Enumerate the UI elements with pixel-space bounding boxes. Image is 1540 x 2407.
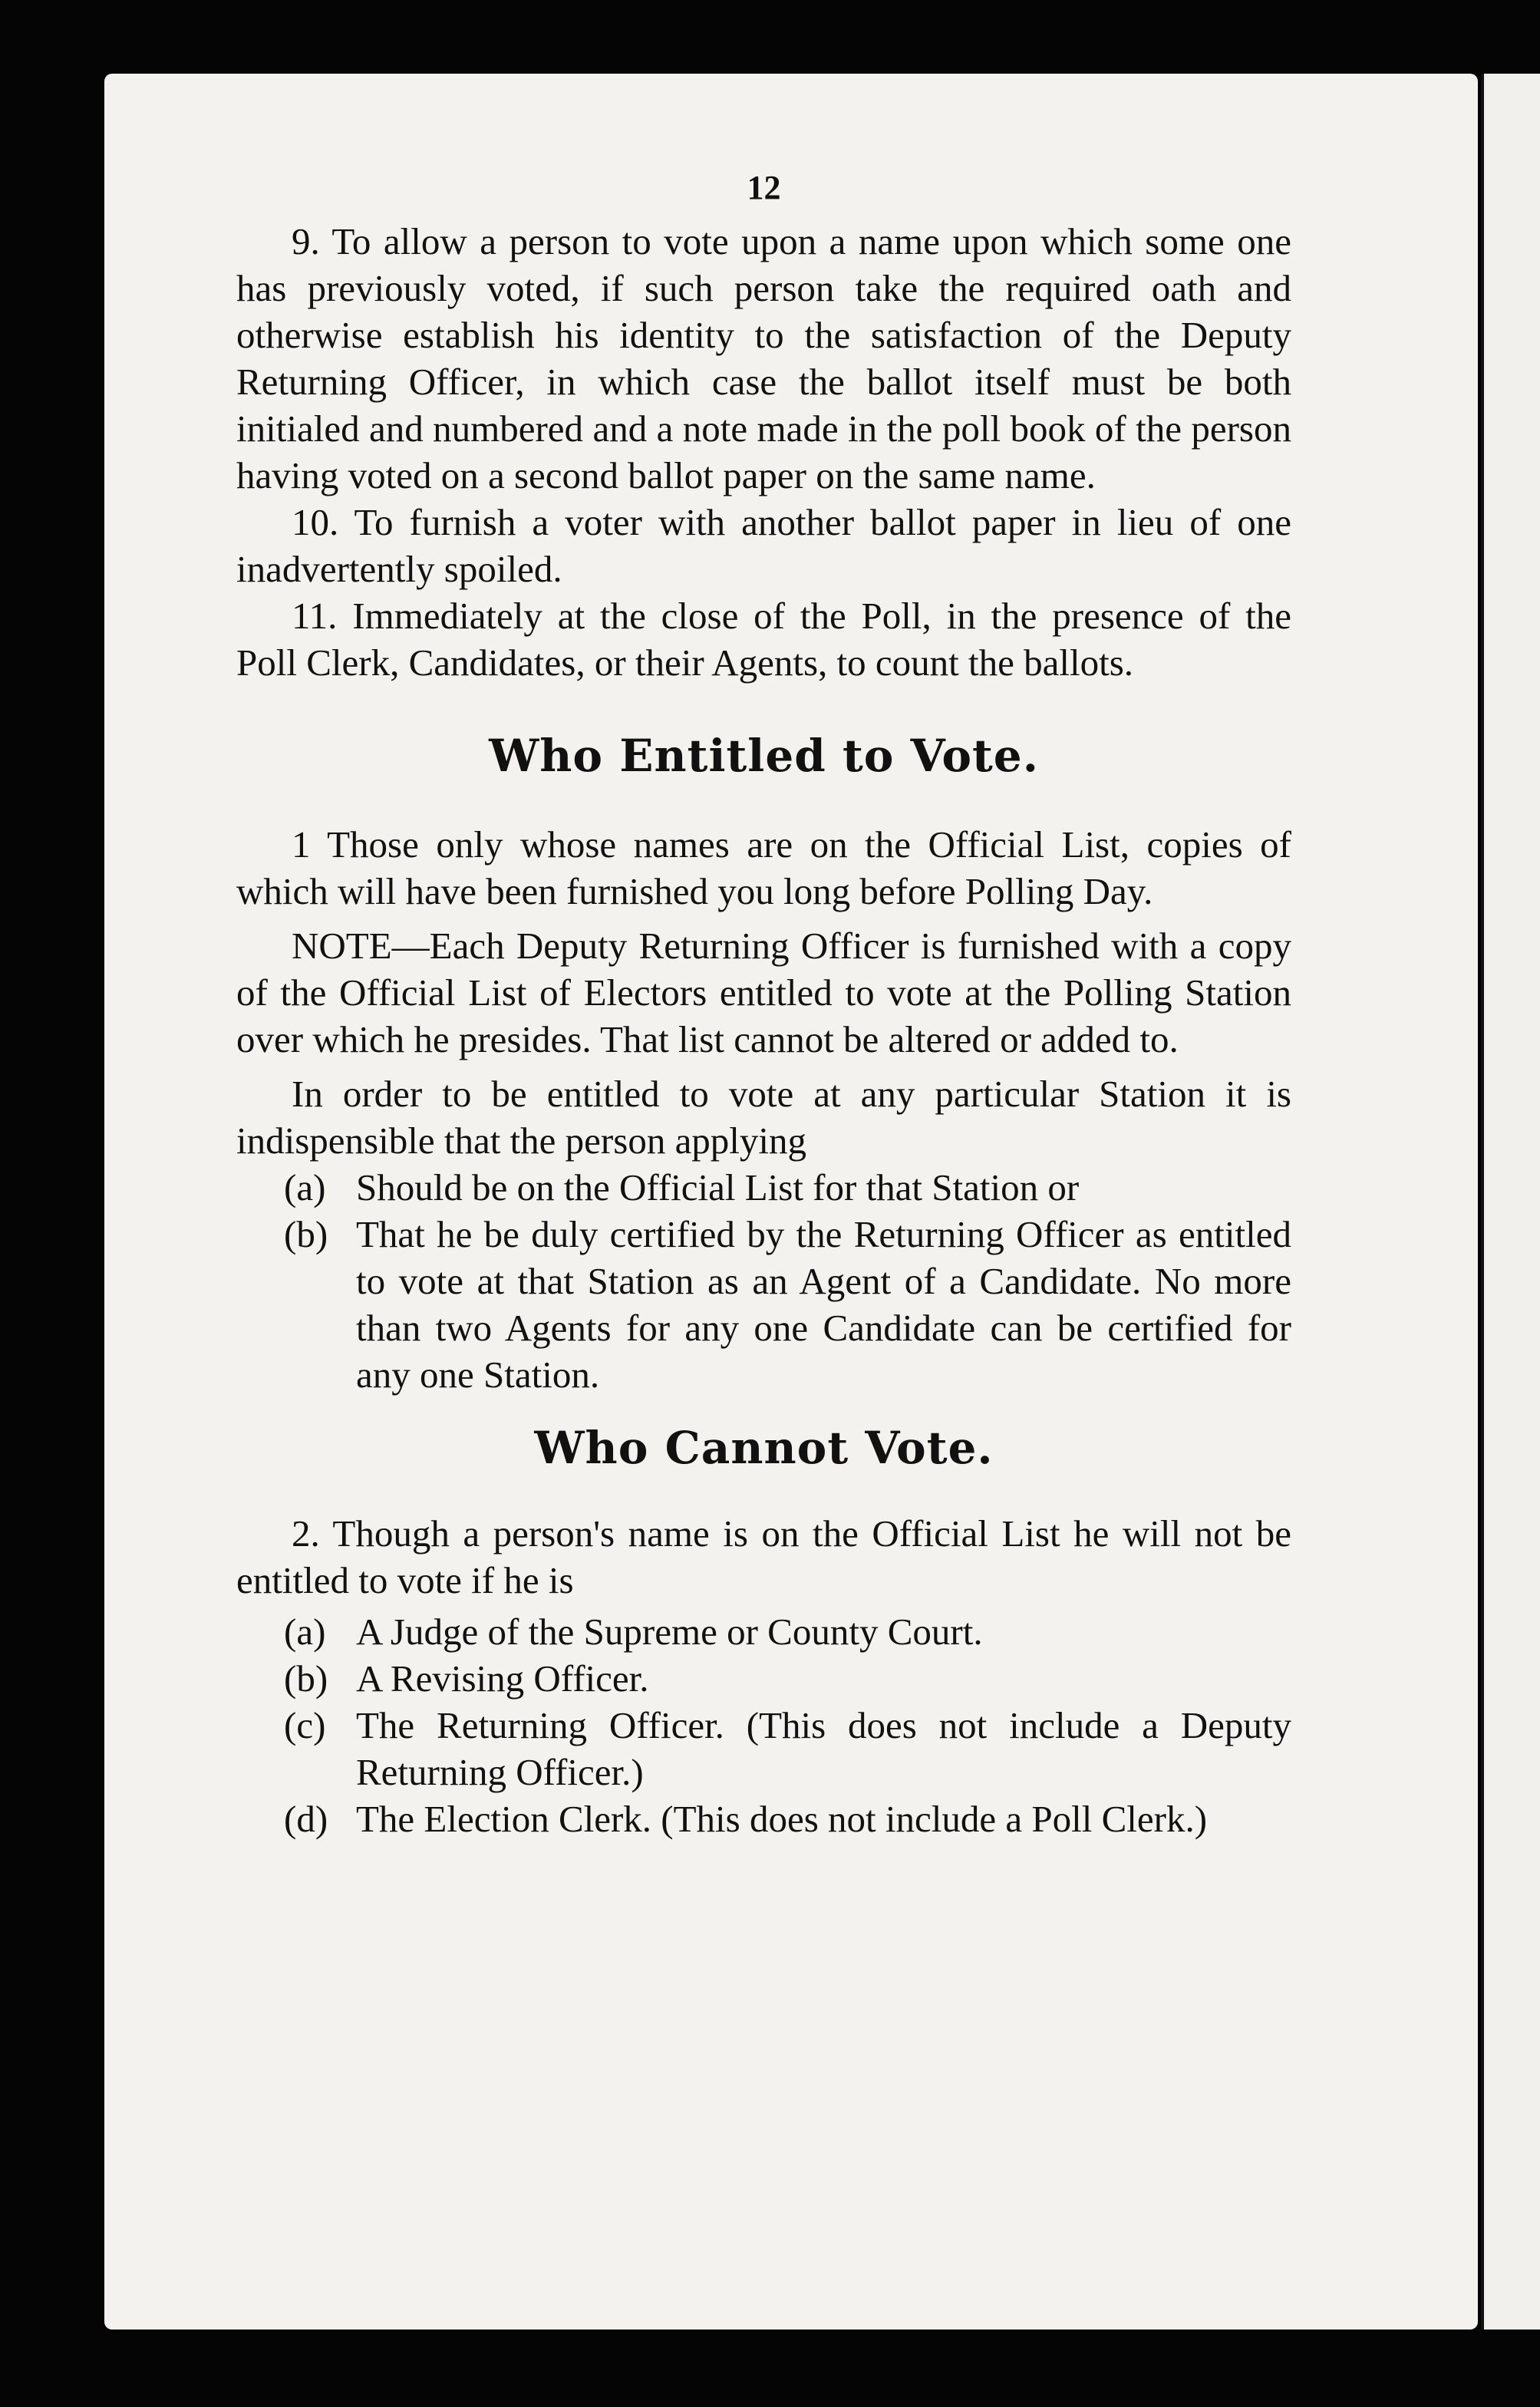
cannot-item-a-text: A Judge of the Supreme or County Court.	[356, 1611, 983, 1653]
rule-11-number: 11.	[292, 595, 338, 637]
cannot-item-b-text: A Revising Officer.	[356, 1657, 649, 1700]
cannot-item-d-text: The Election Clerk. (This does not include a Poll Clerk.)	[356, 1798, 1208, 1840]
rule-10-text: To furnish a voter with another ballot paper in lieu of one inadvertently spoiled.	[236, 501, 1291, 590]
cannot-item-b-marker: (b)	[284, 1657, 328, 1700]
rule-9-text: To allow a person to vote upon a name upon which some one has previously voted, if such person take the required oath and otherwise establish his identity to the satisfaction of the Deputy Returning Officer, in which case the ballot itself must be both initialed and numbered and a note made in the poll book of the person having voted on a second ballot paper on the same name.	[236, 220, 1291, 496]
entitled-item-b-text: That he be duly certified by the Returning Officer as entitled to vote at that Station as an Agent of a Candidate. No more than two Agents for any one Candidate can be certified for any one Station.	[356, 1213, 1291, 1396]
rule-10-number: 10.	[292, 501, 339, 543]
cannot-item-c	[284, 1702, 1291, 1795]
entitled-note: NOTE—Each Deputy Returning Officer is furnished with a copy of the Official List of Electors entitled to vote at the Polling Station over which he presides. That list cannot be altered or added to.	[236, 925, 1291, 1060]
entitled-item-b-marker: (b)	[284, 1213, 328, 1255]
heading-who-cannot: Who Cannot Vote.	[534, 1422, 994, 1474]
page-number: 12	[747, 169, 781, 206]
cannot-item-d	[284, 1795, 1291, 1842]
cannot-item-d-marker: (d)	[284, 1798, 328, 1840]
cannot-item-c-marker: (c)	[284, 1704, 326, 1746]
rule-11-text: Immediately at the close of the Poll, in the presence of the Poll Clerk, Candidates, or their Agents, to count the ballots.	[236, 595, 1292, 684]
entitled-item-a	[284, 1164, 1291, 1211]
rule-11	[236, 592, 1291, 686]
rule-9-number: 9.	[292, 220, 320, 262]
entitled-item-a-marker: (a)	[284, 1166, 326, 1208]
cannot-paragraph: 2. Though a person's name is on the Official List he will not be entitled to vote if he is	[236, 1512, 1291, 1601]
cannot-item-a-marker: (a)	[284, 1611, 326, 1653]
cannot-item-b	[284, 1655, 1291, 1702]
rule-10	[236, 499, 1291, 592]
rule-9	[236, 218, 1291, 499]
cannot-item-a	[284, 1608, 1291, 1655]
entitled-item-b	[284, 1211, 1291, 1398]
heading-who-entitled: Who Entitled to Vote.	[489, 730, 1039, 782]
cannot-item-c-text: The Returning Officer. (This does not include a Deputy Returning Officer.)	[356, 1704, 1291, 1793]
entitled-paragraph-1: 1 Those only whose names are on the Official List, copies of which will have been furnished you long before Polling Day.	[236, 823, 1291, 912]
entitled-paragraph-2: In order to be entitled to vote at any particular Station it is indispensible that the person applying	[236, 1073, 1291, 1162]
page-text	[236, 169, 1291, 1842]
facing-page-edge	[1481, 74, 1540, 2330]
entitled-item-a-text: Should be on the Official List for that Station or	[356, 1166, 1080, 1208]
